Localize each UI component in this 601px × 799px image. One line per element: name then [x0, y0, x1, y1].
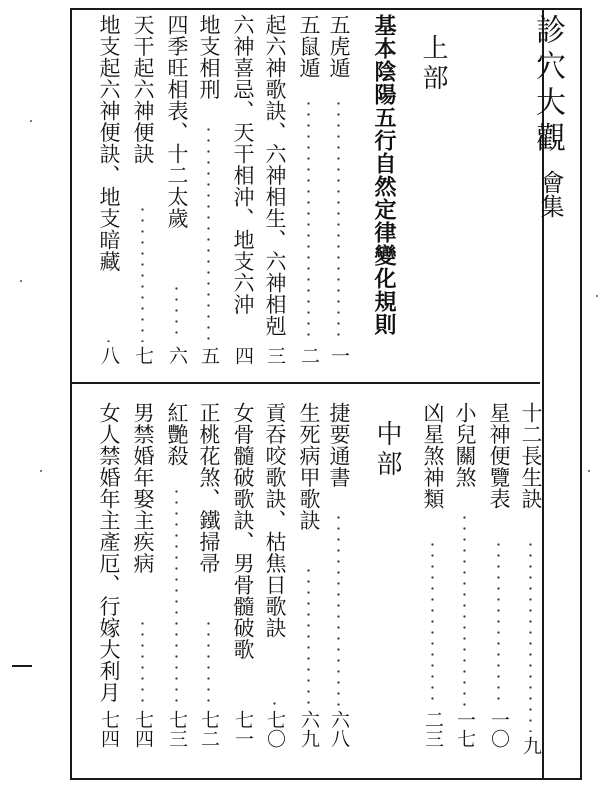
- toc-entry: [230, 14, 256, 372]
- toc-entry-title: 天干起六神便訣: [131, 14, 155, 165]
- toc-entry-page: 一〇: [488, 710, 510, 748]
- toc-entry: [164, 402, 190, 762]
- dot-leader: [307, 565, 310, 706]
- toc-entry-page: 二: [298, 346, 320, 365]
- book-title: 診穴大觀: [530, 14, 565, 158]
- dot-leader: [207, 124, 210, 342]
- toc-entry: [196, 402, 222, 762]
- toc-entry-title: 星神便覽表: [487, 402, 511, 510]
- toc-entry: [130, 402, 156, 762]
- toc-entry-page: 四: [232, 346, 254, 365]
- toc-entry-page: 七: [132, 346, 154, 365]
- toc-entry: [230, 402, 256, 762]
- toc-entry: [326, 14, 352, 372]
- dot-leader: [431, 539, 434, 707]
- toc-entry-page: 七一: [232, 710, 254, 748]
- toc-entry-page: 七〇: [264, 710, 286, 748]
- toc-entry-title: 捷要通書: [327, 402, 351, 488]
- dot-leader: [337, 512, 340, 706]
- toc-entry-page: 六: [166, 346, 188, 365]
- section-divider: [72, 382, 540, 384]
- toc-entry-title: 女骨髓破歌訣、男骨髓破歌: [231, 402, 255, 660]
- toc-entry-page: 二三: [422, 710, 444, 748]
- toc-entry-title: 紅艷殺: [165, 402, 189, 467]
- toc-entry-title: 凶星煞神類: [421, 402, 445, 510]
- dot-leader: [207, 618, 210, 706]
- toc-entry-page: 七三: [166, 710, 188, 748]
- toc-entry: [196, 14, 222, 372]
- dot-leader: [307, 98, 310, 343]
- toc-entry-page: 七二: [198, 710, 220, 748]
- toc-entry-page: 九: [520, 736, 542, 755]
- toc-entry-title: 女人禁婚年主產厄、行嫁大利月: [97, 402, 121, 703]
- toc-entry-page: 三: [264, 346, 286, 365]
- toc-entry: [326, 402, 352, 762]
- toc-entry-title: 貢吞咬歌訣、枯焦日歌訣: [263, 402, 287, 639]
- toc-entry: [420, 402, 446, 762]
- toc-entry: [262, 14, 288, 372]
- chapter-heading: 基本陰陽五行自然定律變化規則: [371, 14, 396, 336]
- toc-entry-title: 五虎遁: [327, 14, 351, 79]
- toc-entry: [452, 402, 478, 762]
- toc-entry-title: 生死病甲歌訣: [297, 402, 321, 531]
- toc-entry: [262, 402, 288, 762]
- dot-leader: [337, 98, 340, 343]
- toc-entry-page: 八: [98, 346, 120, 365]
- dot-leader: [107, 336, 110, 342]
- dot-leader: [175, 486, 178, 707]
- book-subtitle: 會集: [536, 170, 564, 218]
- dot-leader: [273, 698, 276, 707]
- toc-entry: [518, 402, 544, 762]
- toc-entry: [96, 402, 122, 762]
- toc-entry-title: 地支相刑: [197, 14, 221, 100]
- toc-entry: [130, 14, 156, 372]
- toc-entry-page: 七四: [98, 710, 120, 748]
- toc-entry-title: 五鼠遁: [297, 14, 321, 79]
- dot-leader: [175, 283, 178, 342]
- toc-entry-title: 男禁婚年娶主疾病: [131, 402, 155, 574]
- dot-leader: [497, 539, 500, 707]
- toc-entry-page: 七四: [132, 710, 154, 748]
- toc-entry: [96, 14, 122, 372]
- toc-entry-page: 一: [328, 346, 350, 365]
- toc-entry: [486, 402, 512, 762]
- toc-entry-title: 四季旺相表、十二太歲: [165, 14, 189, 229]
- dot-leader: [463, 512, 466, 706]
- toc-entry-title: 六神喜忌、天干相沖、地支六沖: [231, 14, 255, 315]
- toc-entry-title: 起六神歌訣、六神相生、六神相剋: [263, 14, 287, 337]
- toc-entry-page: 六八: [328, 710, 350, 748]
- margin-mark: [12, 665, 32, 667]
- toc-entry-title: 地支起六神便訣、地支暗藏: [97, 14, 121, 272]
- dot-leader: [529, 539, 532, 733]
- toc-entry: [296, 402, 322, 762]
- toc-entry-page: 六九: [298, 710, 320, 748]
- toc-entry-page: 五: [198, 346, 220, 365]
- toc-entry: [296, 14, 322, 372]
- section-heading-upper: 上部: [418, 34, 448, 94]
- toc-entry-title: 十二長生訣: [519, 402, 543, 510]
- section-heading-middle: 中部: [372, 420, 402, 480]
- dot-leader: [141, 618, 144, 706]
- toc-entry-title: 小兒關煞: [453, 402, 477, 488]
- dot-leader: [141, 204, 144, 343]
- toc-entry-page: 一七: [454, 710, 476, 748]
- toc-entry-title: 正桃花煞、鐵掃帚: [197, 402, 221, 574]
- toc-entry: [164, 14, 190, 372]
